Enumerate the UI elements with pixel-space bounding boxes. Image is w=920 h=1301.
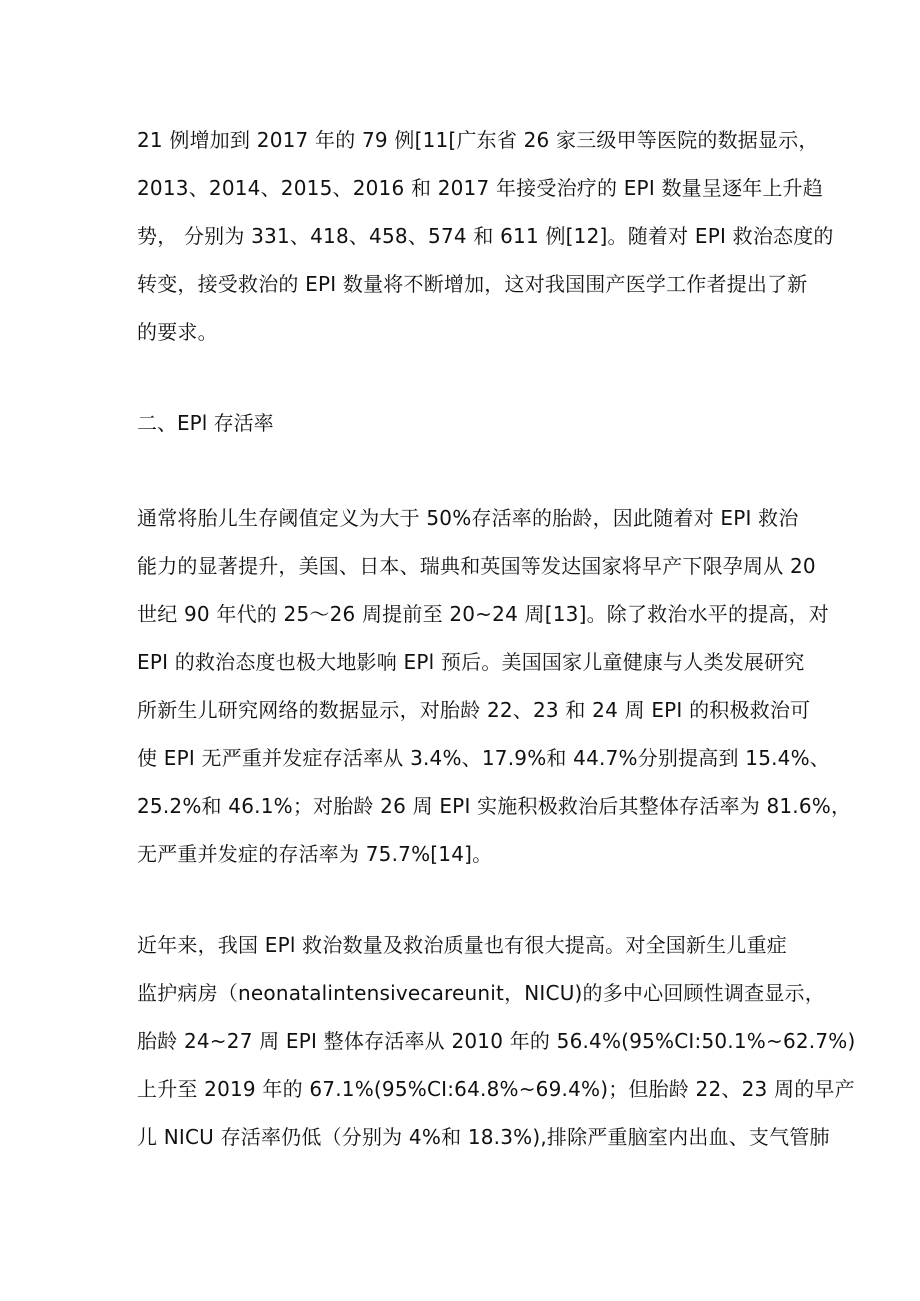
text-line: 25.2%和 46.1%；对胎龄 26 周 EPI 实施积极救治后其整体存活率为 81.6%， bbox=[137, 794, 852, 818]
text-line: 儿 NICU 存活率仍低（分别为 4%和 18.3%),排除严重脑室内出血、支气管肺 bbox=[137, 1125, 830, 1149]
text-line: 监护病房（neonatalintensivecareunit，NICU)的多中心回顾性调查显示， bbox=[137, 981, 825, 1005]
text-line: 的要求。 bbox=[137, 320, 218, 344]
text-line: 转变，接受救治的 EPI 数量将不断增加，这对我国围产医学工作者提出了新 bbox=[137, 272, 808, 296]
text-line: 2013、2014、2015、2016 和 2017 年接受治疗的 EPI 数量呈逐年上升趋 bbox=[137, 176, 824, 200]
paragraph-survival-threshold bbox=[137, 494, 852, 878]
paragraph-china-epi bbox=[137, 921, 856, 1161]
text-line: 近年来，我国 EPl 救治数量及救治质量也有很大提高。对全国新生儿重症 bbox=[137, 933, 787, 957]
text-line: 势， 分别为 331、418、458、574 和 611 例[12]。随着对 EPI 救治态度的 bbox=[137, 224, 834, 248]
text-line: 21 例增加到 2017 年的 79 例[11[广东省 26 家三级甲等医院的数据显示， bbox=[137, 128, 819, 152]
text-line: EPI 的救治态度也极大地影响 EPl 预后。美国国家儿童健康与人类发展研究 bbox=[137, 650, 805, 674]
text-line: 能力的显著提升，美国、日本、瑞典和英国等发达国家将早产下限孕周从 20 bbox=[137, 554, 816, 578]
text-line: 使 EPI 无严重并发症存活率从 3.4%、17.9%和 44.7%分别提高到 15.4%、 bbox=[137, 746, 830, 770]
text-line: 世纪 90 年代的 25～26 周提前至 20~24 周[13]。除了救治水平的提高，对 bbox=[137, 602, 830, 626]
text-line: 通常将胎儿生存阈值定义为大于 50%存活率的胎龄，因此随着对 EPI 救治 bbox=[137, 506, 799, 530]
text-line: 胎龄 24~27 周 EPI 整体存活率从 2010 年的 56.4%(95%CI:50.1%~62.7%) bbox=[137, 1029, 856, 1053]
section-heading: 二、EPl 存活率 bbox=[137, 411, 274, 435]
text-line: 上升至 2019 年的 67.1%(95%CI:64.8%~69.4%)；但胎龄 22、23 周的早产 bbox=[137, 1077, 855, 1101]
text-line: 无严重并发症的存活率为 75.7%[14]。 bbox=[137, 842, 493, 866]
text-line: 所新生儿研究网络的数据显示，对胎龄 22、23 和 24 周 EPI 的积极救治可 bbox=[137, 698, 811, 722]
paragraph-epi-numbers bbox=[137, 116, 834, 356]
